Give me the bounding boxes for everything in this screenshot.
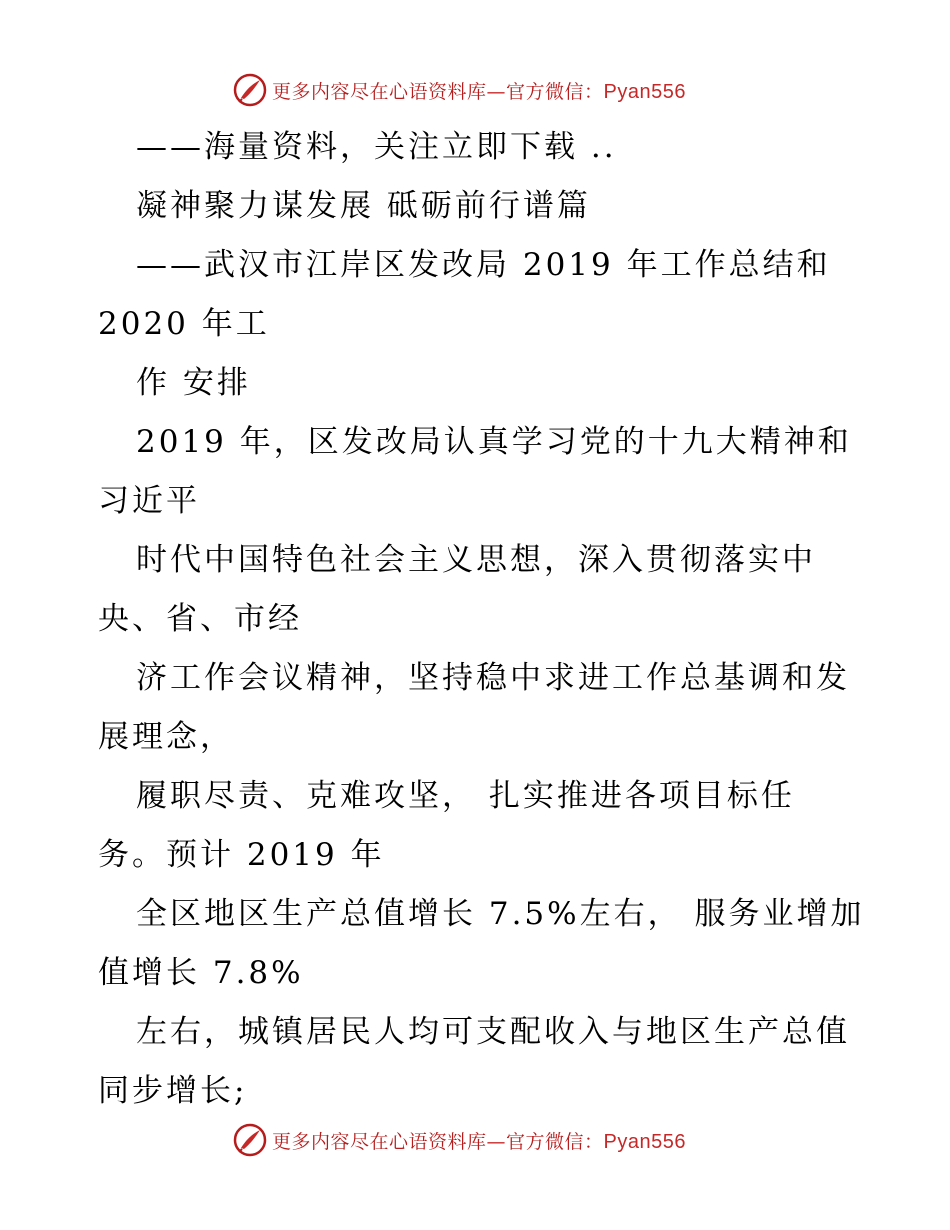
footer-wechat-label: 官方微信： <box>506 1130 604 1153</box>
header-text <box>272 77 686 104</box>
body-line-6: 2019 年，区发改局认真学习党的十九大精神和 <box>136 424 852 460</box>
body-line-5: 作 安排 <box>136 365 251 401</box>
feather-pen-logo-icon <box>232 72 268 108</box>
header-title: 更多内容尽在心语资料库 <box>272 80 487 103</box>
body-line-4: 2020 年工 <box>98 306 270 342</box>
body-line-11: 展理念， <box>98 719 234 755</box>
header-wechat-label: 官方微信： <box>506 80 604 103</box>
body-line-17: 同步增长; <box>98 1073 248 1109</box>
feather-pen-logo-icon <box>232 1122 268 1158</box>
header-separator: — <box>486 80 507 103</box>
footer-wechat-id: Pyan556 <box>603 1130 686 1153</box>
body-line-9: 央、省、市经 <box>98 601 302 637</box>
document-body <box>98 124 865 1115</box>
header-banner <box>232 70 686 110</box>
body-line-3: ——武汉市江岸区发改局 2019 年工作总结和 <box>136 247 831 283</box>
body-line-8: 时代中国特色社会主义思想，深入贯彻落实中 <box>136 542 816 578</box>
body-line-14: 全区地区生产总值增长 7.5%左右， 服务业增加 <box>136 896 865 932</box>
body-line-16: 左右，城镇居民人均可支配收入与地区生产总值 <box>136 1014 850 1050</box>
body-line-10: 济工作会议精神，坚持稳中求进工作总基调和发 <box>136 660 850 696</box>
footer-separator: — <box>486 1130 507 1153</box>
body-line-12: 履职尽责、克难攻坚， 扎实推进各项目标任 <box>136 778 795 814</box>
footer-title: 更多内容尽在心语资料库 <box>272 1130 487 1153</box>
footer-text <box>272 1127 686 1154</box>
body-line-13: 务。预计 2019 年 <box>98 837 385 873</box>
body-line-15: 值增长 7.8% <box>98 955 304 991</box>
body-line-2: 凝神聚力谋发展 砥砺前行谱篇 <box>136 188 591 224</box>
header-wechat-id: Pyan556 <box>603 80 686 103</box>
body-line-7: 习近平 <box>98 483 200 519</box>
body-line-1: ——海量资料，关注立即下载 .. <box>136 129 617 165</box>
footer-banner <box>232 1120 686 1160</box>
